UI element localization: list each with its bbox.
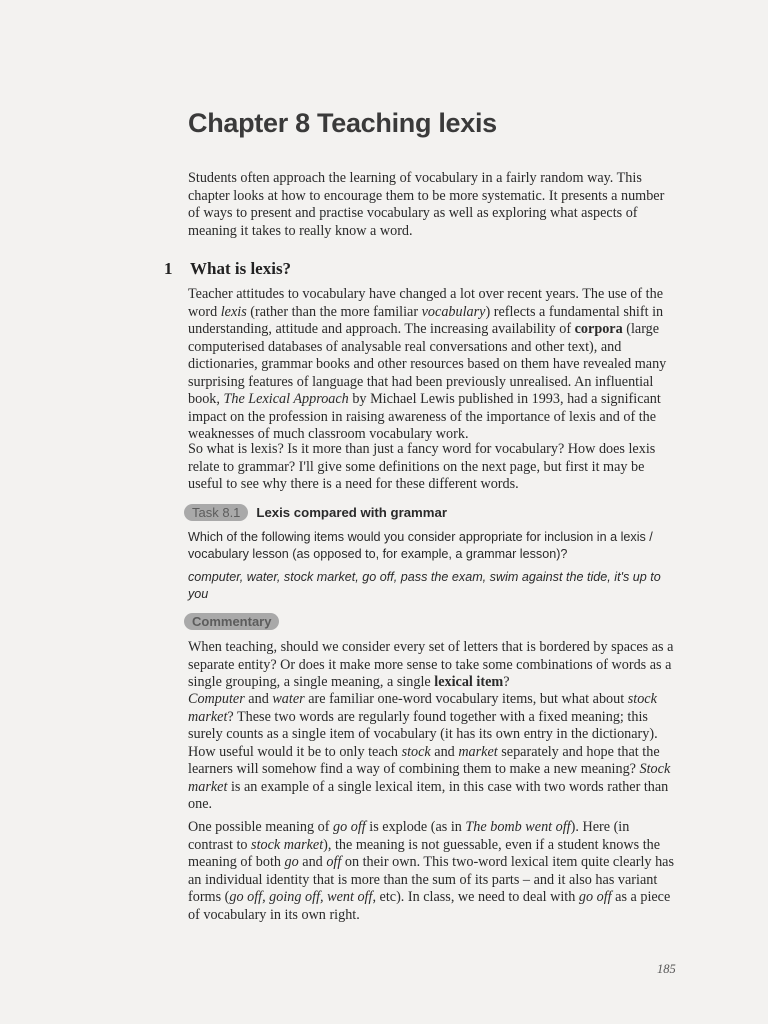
section-title: What is lexis?	[190, 259, 292, 278]
intro-paragraph: Students often approach the learning of vocabulary in a fairly random way. This chapter looks at how to encourage them to be more systematic. It presents a number of ways to present and practise vocabulary as well as exploring what aspects of meaning it takes to really know a word.	[188, 170, 665, 239]
section1-paragraph-1: Teacher attitudes to vocabulary have changed a lot over recent years. The use of the word lexis (rather than the more familiar vocabulary) reflects a fundamental shift in understanding, attitude and approach. The increasing availability of corpora (large computerised databases of analysable real conversations and other text), and dictionaries, grammar books and other resources based on them have revealed many surprising features of language that had been previously unrealised. An influential book, The Lexical Approach by Michael Lewis published in 1993, had a significant impact on the profession in raising awareness of the importance of lexis and of the weaknesses of much classroom vocabulary work.	[188, 286, 667, 442]
term-corpora: corpora	[574, 321, 623, 337]
task-badge: Task 8.1	[184, 504, 248, 521]
commentary-badge: Commentary	[184, 613, 279, 630]
commentary-paragraph-1: When teaching, should we consider every set of letters that is bordered by spaces as a separate entity? Or does it make more sense to take some combinations of words as a single grouping, a single meaning, a single lexical item?	[188, 639, 674, 690]
task-header	[184, 504, 447, 521]
task-items: computer, water, stock market, go off, pass the exam, swim against the tide, it's up to you	[188, 570, 661, 601]
section-number: 1	[164, 259, 173, 278]
commentary-paragraph-3: One possible meaning of go off is explode (as in The bomb went off). Here (in contrast to stock market), the meaning is not guessable, even if a student knows the meaning of both go and off on their own. This two-word lexical item quite clearly has an individual identity that is more than the sum of its parts – and it also has variant forms (go off, going off, went off, etc). In class, we need to deal with go off as a piece of vocabulary in its own right.	[188, 819, 674, 923]
chapter-title: Chapter 8 Teaching lexis	[188, 108, 497, 138]
task-question: Which of the following items would you consider appropriate for inclusion in a lexis / vocabulary lesson (as opposed to, for example, a grammar lesson)?	[188, 530, 653, 561]
book-title: The Lexical Approach	[223, 391, 349, 407]
section1-paragraph-2: So what is lexis? Is it more than just a fancy word for vocabulary? How does lexis relate to grammar? I'll give some definitions on the next page, but first it may be useful to see why there is a need for these different words.	[188, 441, 656, 492]
commentary-paragraph-2: Computer and water are familiar one-word vocabulary items, but what about stock market? These two words are regularly found together with a fixed meaning; this surely counts as a single item of vocabulary (it has its own entry in the dictionary). How useful would it be to only teach stock and market separately and hope that the learners will somehow find a way of combining them to make a new meaning? Stock market is an example of a single lexical item, in this case with two words rather than one.	[188, 691, 671, 812]
page-number: 185	[657, 962, 676, 976]
term-lexical-item: lexical item	[434, 674, 504, 690]
task-title: Lexis compared with grammar	[256, 505, 447, 520]
